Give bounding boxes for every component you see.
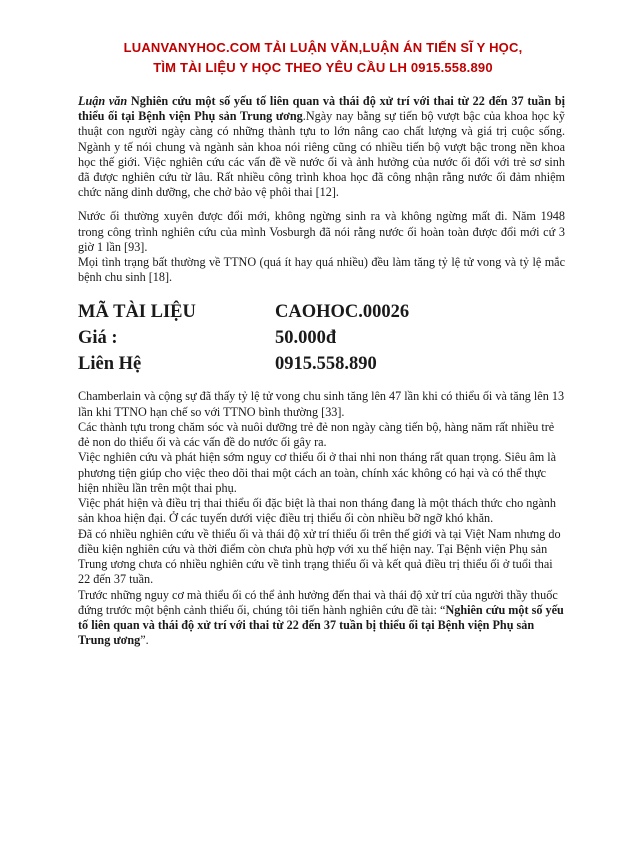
header-line-1: LUANVANYHOC.COM TẢI LUẬN VĂN,LUẬN ÁN TIẾN SĨ Y HỌC, — [123, 40, 523, 55]
body-paragraph-6-lead: Trước những nguy cơ mà thiểu ối có thể ảnh hưởng đến thai và thái độ xử trí của người thầy thuốc đứng trước một bệnh cảnh thiểu ối, chúng tôi tiến hành nghiên cứu đề tài: “ — [78, 587, 558, 617]
document-page — [0, 38, 638, 864]
price-value: 50.000đ — [275, 328, 337, 349]
body-paragraph-6 — [78, 588, 565, 649]
intro-lead-title: Nghiên cứu một số yếu tố liên quan và thái độ xử trí với thai từ 22 đến 37 tuần bị thiểu ối tại Bệnh viện Phụ sản Trung ương — [78, 94, 565, 124]
body-paragraph-6-title: Nghiên cứu một số yếu tố liên quan và thái độ xử trí với thai từ 22 đến 37 tuần bị thiểu ối tại Bệnh viện Phụ sản Trung ương — [78, 602, 564, 648]
header-line-2: TÌM TÀI LIỆU Y HỌC THEO YÊU CẦU LH 0915.558.890 — [153, 60, 493, 75]
body-paragraph-3: Việc nghiên cứu và phát hiện sớm nguy cơ thiểu ối ở thai nhi non tháng rất quan trọng. Siêu âm là phương tiện giúp cho việc theo dõi thai một cách an toàn, chính xác không có hại và có thể thực hiện nhiều lần trên một thai phụ. — [78, 450, 557, 495]
site-header — [78, 38, 568, 78]
body-text — [78, 389, 565, 648]
contact-value: 0915.558.890 — [275, 354, 377, 375]
paragraph-2-line-b: Mọi tình trạng bất thường về TTNO (quá ít hay quá nhiều) đều làm tăng tỷ lệ tử vong và tỷ lệ mắc bệnh chu sinh [18]. — [78, 255, 565, 285]
body-paragraph-4: Việc phát hiện và điều trị thai thiểu ối đặc biệt là thai non tháng đang là một thách thức cho ngành sản khoa hiện đại. Ở các tuyến dưới việc điều trị thiểu ối còn nhiều bỡ ngỡ khó khăn. — [78, 496, 556, 526]
body-paragraph-1: Chamberlain và cộng sự đã thấy tỷ lệ tử vong chu sinh tăng lên 47 lần khi có thiểu ối và tăng lên 13 lần khi TTNO hạn chế so với TTNO bình thường [33]. — [78, 389, 565, 419]
paragraph-2-line-a: Nước ối thường xuyên được đổi mới, không ngừng sinh ra và không ngừng mất đi. Năm 1948 trong công trình nghiên cứu của mình Vosburgh đã nói rằng nước ối hoàn toàn được đổi mới cứ 3 giờ 1 lần [93]. — [78, 209, 565, 254]
info-row-code — [78, 299, 565, 325]
body-paragraph-2: Các thành tựu trong chăm sóc và nuôi dưỡng trẻ đẻ non ngày càng tiến bộ, hàng năm rất nhiều trẻ đẻ non do thiểu ối và các vấn đề do nước ối gây ra. — [78, 419, 555, 450]
intro-body: .Ngày nay bằng sự tiến bộ vượt bậc của khoa học kỹ thuật con người ngày càng có những thành tựu to lớn nâng cao chất lượng và giá trị cuộc sống. Ngành y tế nói chung và ngành sản khoa nói riêng cũng có nhiều tiến bộ vượt bậc trong nền khoa học thế giới. Việc nghiên cứu các vấn đề về nước ối và ảnh hưởng của nước ối đối với trẻ sơ sinh đã được nghiên cứu từ lâu. Rất nhiều công trình khoa học đã công nhận rằng nước ối đảm nhiệm chức năng dinh dưỡng, che chở bảo vệ phôi thai [12]. — [78, 109, 565, 200]
info-row-price — [78, 325, 565, 351]
document-info — [78, 299, 565, 377]
code-label: MÃ TÀI LIỆU — [78, 302, 196, 323]
code-value: CAOHOC.00026 — [275, 302, 410, 323]
body-paragraph-6-end: ”. — [140, 633, 149, 648]
intro-paragraph — [78, 94, 565, 200]
body-paragraph-5: Đã có nhiều nghiên cứu về thiểu ối và thái độ xử trí thiểu ối trên thế giới và tại Việt Nam nhưng do điều kiện nghiên cứu và thời điểm còn chưa phù hợp với xu thế hiện nay. Tại Bệnh viện Phụ sản Trung ương chưa có nhiều nghiên cứu về tình trạng thiểu ối và kết quả điều trị thiểu ối ở tuổi thai 22 đến 37 tuần. — [78, 526, 561, 587]
info-row-contact — [78, 351, 565, 377]
paragraph-2 — [78, 209, 565, 285]
contact-label: Liên Hệ — [78, 354, 142, 375]
price-label: Giá : — [78, 328, 118, 349]
intro-lead-italic: Luận văn — [78, 94, 128, 108]
